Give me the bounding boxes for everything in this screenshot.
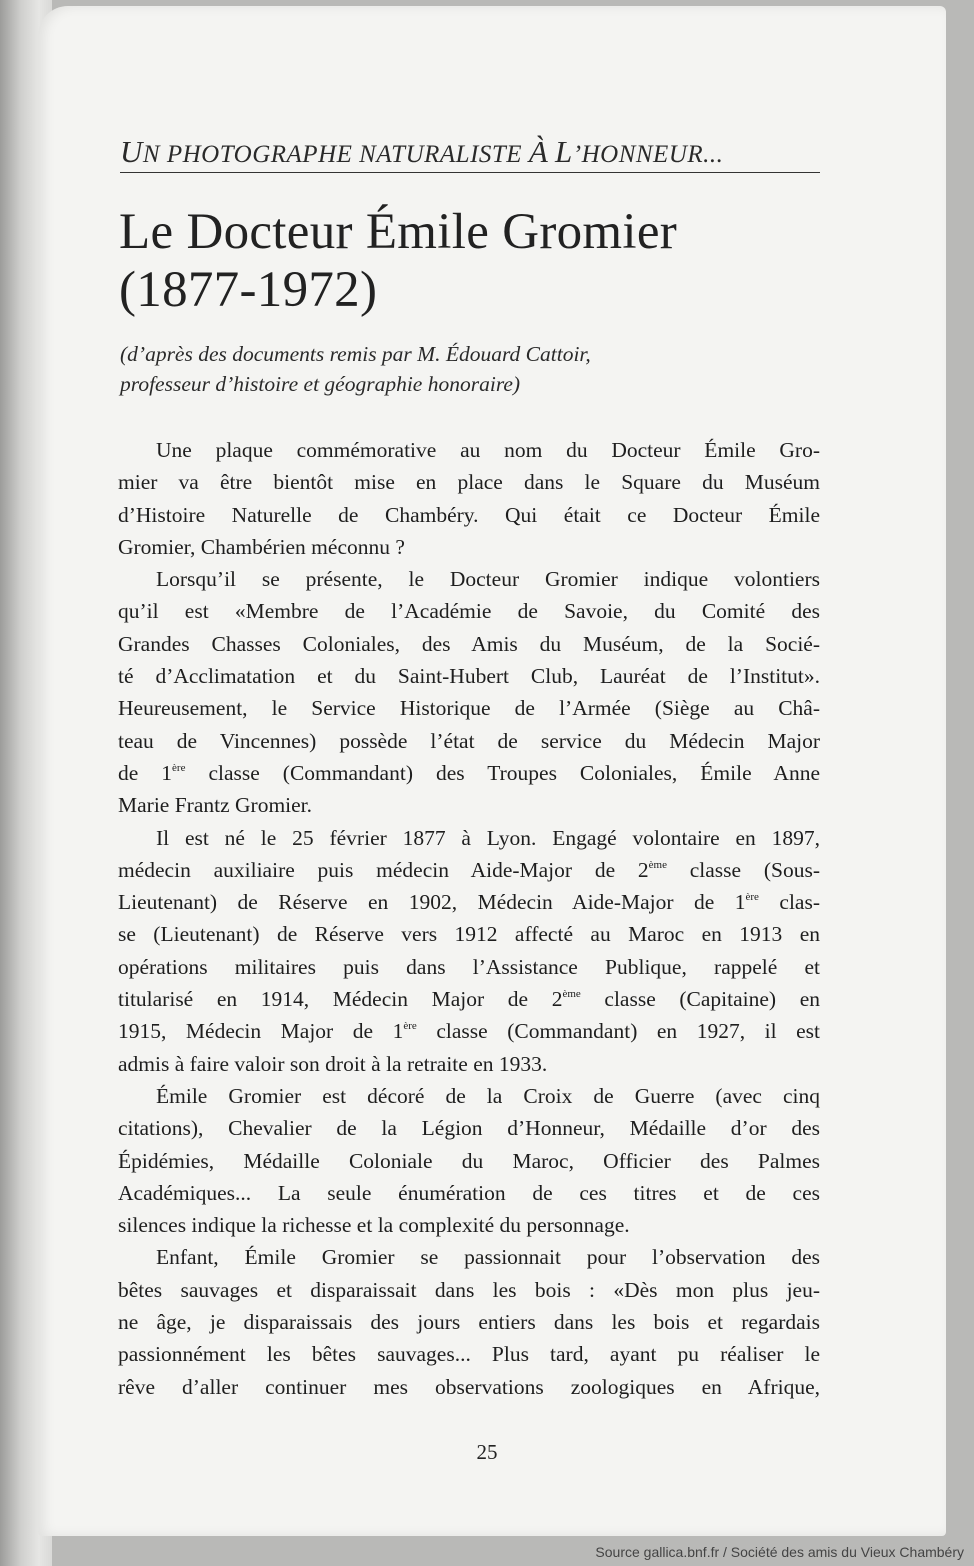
text-line: bêtes sauvages et disparaissait dans les bois : «Dès mon plus jeu- — [118, 1277, 820, 1302]
text-line: teau de Vincennes) possède l’état de service du Médecin Major — [118, 728, 820, 753]
title-line: Le Docteur Émile Gromier — [119, 204, 678, 260]
text-line: Heureusement, le Service Historique de l’Armée (Siège au Châ- — [118, 696, 820, 721]
running-head-cap: À — [528, 134, 549, 169]
text-line: d’Histoire Naturelle de Chambéry. Qui était ce Docteur Émile — [118, 502, 820, 527]
paragraph — [118, 1241, 820, 1402]
running-head — [120, 134, 820, 173]
text-line: rêve d’aller continuer mes observations zoologiques en Afrique, — [118, 1374, 820, 1399]
ordinal-superscript: ère — [403, 1020, 417, 1033]
text-line: Lorsqu’il se présente, le Docteur Gromier indique volontiers — [156, 567, 820, 592]
paragraph — [118, 434, 820, 563]
running-head-cap: L — [555, 134, 573, 169]
ordinal-superscript: ème — [562, 988, 581, 1001]
running-head-text — [548, 141, 555, 168]
text-line: Enfant, Émile Gromier se passionnait pour l’observation des — [156, 1245, 820, 1270]
text-line: citations), Chevalier de la Légion d’Honneur, Médaille d’or des — [118, 1116, 820, 1141]
ordinal-superscript: ème — [648, 858, 667, 871]
text-line: Marie Frantz Gromier. — [118, 793, 313, 818]
text-line: Une plaque commémorative au nom du Docteur Émile Gro- — [156, 438, 820, 462]
text-line: ne âge, je disparaissais des jours entiers dans les bois et regardais — [118, 1310, 820, 1335]
article-title — [119, 203, 839, 319]
running-head-cap: U — [120, 134, 143, 169]
credit-line: professeur d’histoire et géographie honoraire) — [120, 372, 521, 396]
text-line: titularisé en 1914, Médecin Major de 2ème classe (Capitaine) en — [118, 987, 820, 1012]
text-line: mier va être bientôt mise en place dans le Square du Muséum — [118, 470, 820, 495]
text-line: Épidémies, Médaille Coloniale du Maroc, Officier des Palmes — [118, 1148, 820, 1173]
text-line: admis à faire valoir son droit à la retraite en 1933. — [118, 1051, 548, 1076]
text-line: médecin auxiliaire puis médecin Aide-Major de 2ème classe (Sous- — [118, 857, 820, 882]
ordinal-superscript: ère — [745, 891, 759, 904]
text-line: de 1ère classe (Commandant) des Troupes Coloniales, Émile Anne — [118, 760, 820, 785]
source-credit: Source gallica.bnf.fr / Société des amis du Vieux Chambéry — [595, 1544, 964, 1560]
text-line: Gromier, Chambérien méconnu ? — [118, 534, 405, 559]
text-line: 1915, Médecin Major de 1ère classe (Commandant) en 1927, il est — [118, 1019, 821, 1044]
credit-line: (d’après des documents remis par M. Édouard Cattoir, — [120, 342, 591, 366]
text-line: passionnément les bêtes sauvages... Plus tard, ayant pu réaliser le — [118, 1342, 820, 1367]
text-line: se (Lieutenant) de Réserve vers 1912 affecté au Maroc en 1913 en — [118, 922, 820, 947]
running-head-text: ’HONNEUR... — [572, 141, 724, 168]
text-line: qu’il est «Membre de l’Académie de Savoie, du Comité des — [118, 599, 820, 624]
text-line: Émile Gromier est décoré de la Croix de Guerre (avec cinq — [156, 1083, 820, 1108]
text-line: opérations militaires puis dans l’Assistance Publique, rappelé et — [118, 954, 820, 979]
text-line: Grandes Chasses Coloniales, des Amis du Muséum, de la Socié- — [118, 631, 820, 656]
ordinal-superscript: ère — [172, 761, 186, 774]
paragraph — [118, 563, 820, 821]
text-line: té d’Acclimatation et du Saint-Hubert Club, Lauréat de l’Institut». — [118, 664, 820, 689]
paragraph — [118, 822, 820, 1080]
running-head-text: N PHOTOGRAPHE NATURALISTE — [142, 141, 529, 168]
text-line: Académiques... La seule énumération de ces titres et de ces — [118, 1180, 820, 1205]
paragraph — [118, 1080, 820, 1241]
article-body — [118, 434, 820, 1403]
text-line: silences indique la richesse et la complexité du personnage. — [118, 1213, 630, 1238]
article-credit — [120, 339, 820, 399]
text-line: Lieutenant) de Réserve en 1902, Médecin Aide-Major de 1ère clas- — [118, 890, 820, 915]
title-line: (1877-1972) — [119, 262, 378, 318]
text-line: Il est né le 25 février 1877 à Lyon. Engagé volontaire en 1897, — [156, 825, 820, 850]
page-number: 25 — [476, 1440, 498, 1464]
